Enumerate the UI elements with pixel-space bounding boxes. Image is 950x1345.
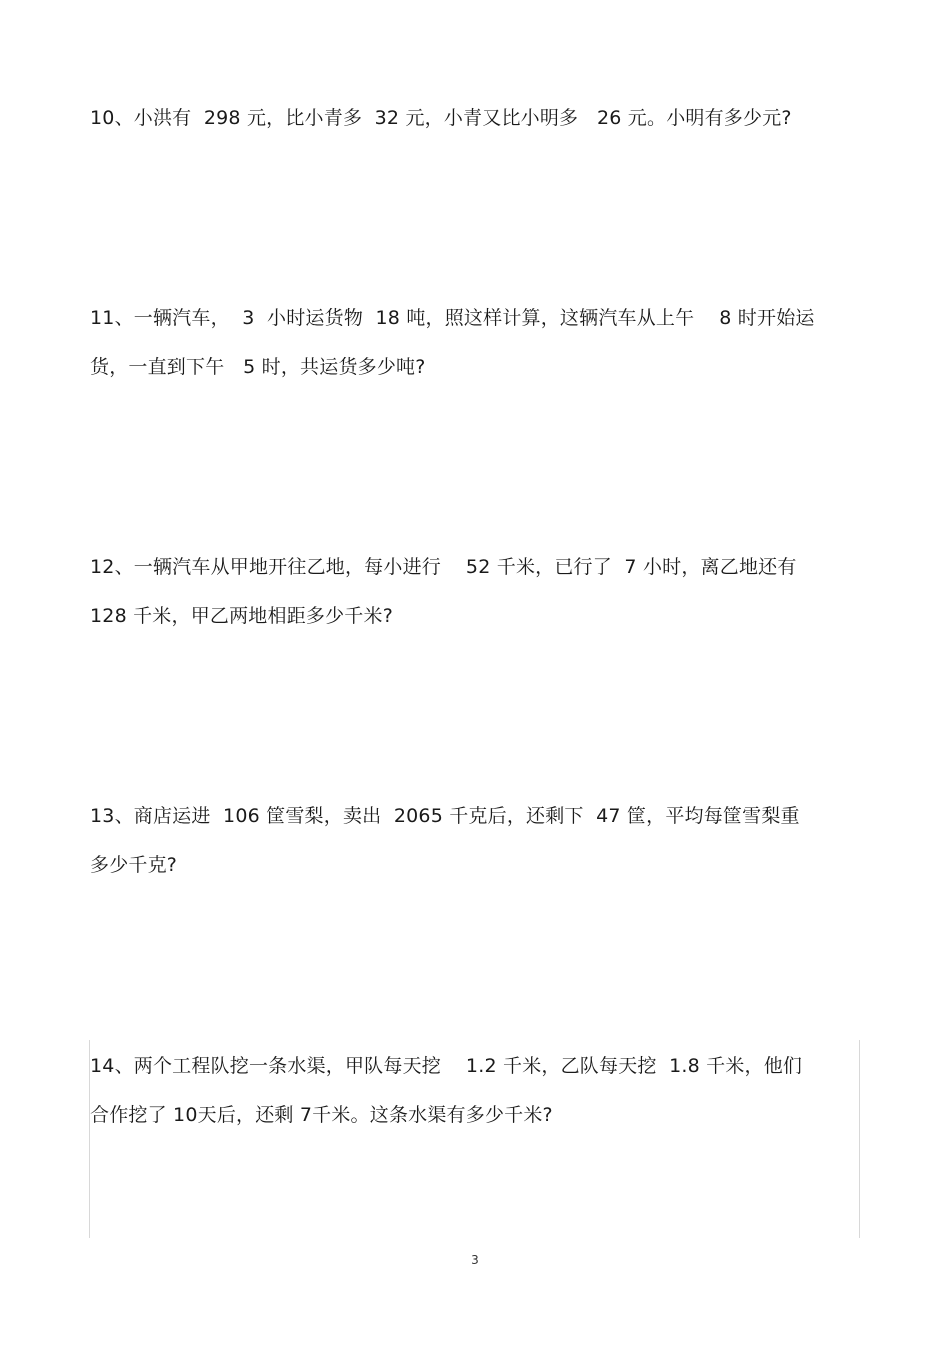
- question-14-line-1: 14、两个工程队挖一条水渠，甲队每天挖 1.2 千米，乙队每天挖 1.8 千米，他们: [90, 1055, 803, 1077]
- question-10-line-1: 10、小洪有 298 元，比小青多 32 元，小青又比小明多 26 元。小明有多少元?: [90, 107, 792, 129]
- page-number: 3: [471, 1253, 479, 1267]
- answer-box-right-border: [859, 1040, 860, 1238]
- question-11-line-1: 11、一辆汽车， 3 小时运货物 18 吨，照这样计算，这辆汽车从上午 8 时开始运: [90, 307, 815, 329]
- question-11-line-2: 货，一直到下午 5 时，共运货多少吨?: [90, 356, 426, 378]
- question-13-line-2: 多少千克?: [90, 854, 178, 876]
- question-14-line-2: 合作挖了 10天后，还剩 7千米。这条水渠有多少千米?: [90, 1104, 553, 1126]
- question-13-line-1: 13、商店运进 106 筐雪梨，卖出 2065 千克后，还剩下 47 筐，平均每筐雪梨重: [90, 805, 800, 827]
- question-12-line-1: 12、一辆汽车从甲地开往乙地，每小进行 52 千米，已行了 7 小时，离乙地还有: [90, 556, 797, 578]
- question-12-line-2: 128 千米，甲乙两地相距多少千米?: [90, 605, 393, 627]
